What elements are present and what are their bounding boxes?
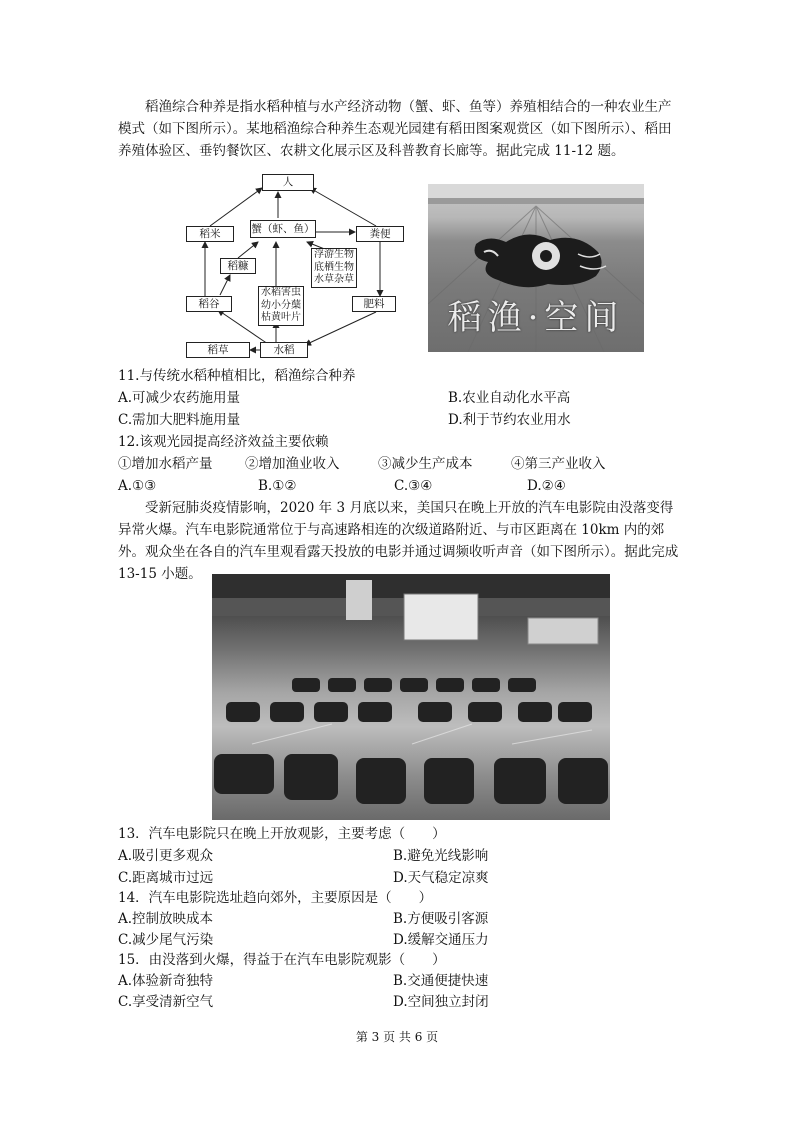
node-haichong: 水稻害虫幼小分蘖枯黄叶片	[258, 286, 304, 326]
q11-option-a[interactable]: A.可减少农药施用量	[118, 390, 241, 406]
q14-option-c[interactable]: C.减少尾气污染	[118, 932, 214, 948]
drive-in-cinema-photo	[212, 574, 610, 820]
rice-field-art-photo	[428, 184, 644, 352]
q12-option-d[interactable]: D.②④	[527, 478, 566, 494]
q15-option-d[interactable]: D.空间独立封闭	[393, 994, 489, 1010]
node-fuyou: 浮游生物底栖生物水草杂草	[311, 248, 357, 288]
drive-in-cinema-drawing	[212, 574, 610, 820]
node-ren: 人	[262, 174, 314, 191]
q12-stem: 12.该观光园提高经济效益主要依赖	[118, 434, 329, 450]
diagram-arrows	[180, 170, 420, 360]
page-number: 第 3 页 共 6 页	[355, 1030, 439, 1044]
node-daokang: 稻糠	[220, 258, 256, 274]
q14-option-b[interactable]: B.方便吸引客源	[393, 911, 489, 927]
q12-option-a[interactable]: A.①③	[118, 478, 157, 494]
q13-option-c[interactable]: C.距离城市过远	[118, 870, 214, 886]
q13-option-b[interactable]: B.避免光线影响	[393, 848, 489, 864]
node-daogu: 稻谷	[186, 296, 232, 312]
q15-option-c[interactable]: C.享受清新空气	[118, 994, 214, 1010]
q12-option-c[interactable]: C.③④	[394, 478, 433, 494]
q13-stem: 13．汽车电影院只在晚上开放观影，主要考虑（ ）	[118, 826, 446, 842]
node-fenbian: 粪便	[356, 226, 404, 242]
q13-option-d[interactable]: D.天气稳定凉爽	[393, 870, 489, 886]
q15-stem: 15．由没落到火爆，得益于在汽车电影院观影（ ）	[118, 952, 446, 968]
q11-stem: 11.与传统水稻种植相比，稻渔综合种养	[118, 368, 356, 384]
node-shuidao: 水稻	[260, 342, 308, 358]
node-feiliao: 肥料	[352, 296, 396, 312]
node-xie: 蟹（虾、鱼）	[250, 220, 316, 238]
passage-drive-in-cinema: 受新冠肺炎疫情影响，2020 年 3 月底以来，美国只在晚上开放的汽车电影院由没落变得异常火爆。汽车电影院通常位于与高速路相连的次级道路附近、与市区距离在 10km 内的郊外。观众坐在各自的汽车里观看露天投放的电影并通过调频收听声音（如下图所示）。据此完成 13-15 小题。	[118, 500, 679, 582]
q15-option-b[interactable]: B.交通便捷快速	[393, 973, 489, 989]
q11-option-c[interactable]: C.需加大肥料施用量	[118, 412, 241, 428]
node-daocao: 稻草	[186, 342, 250, 358]
q14-option-d[interactable]: D.缓解交通压力	[393, 932, 489, 948]
q15-option-a[interactable]: A.体验新奇独特	[118, 973, 214, 989]
rice-field-art-caption: 稻渔·空间	[447, 298, 625, 338]
q13-option-a[interactable]: A.吸引更多观众	[118, 848, 214, 864]
q12-statement-3: ③减少生产成本	[378, 456, 473, 472]
q12-statement-2: ②增加渔业收入	[245, 456, 340, 472]
q12-statement-4: ④第三产业收入	[511, 456, 606, 472]
q14-option-a[interactable]: A.控制放映成本	[118, 911, 214, 927]
q12-option-b[interactable]: B.①②	[258, 478, 297, 494]
rice-fish-cycle-diagram	[180, 170, 420, 360]
q11-option-b[interactable]: B.农业自动化水平高	[448, 390, 571, 406]
passage-rice-fish: 稻渔综合种养是指水稻种植与水产经济动物（蟹、虾、鱼等）养殖相结合的一种农业生产模式（如下图所示）。某地稻渔综合种养生态观光园建有稻田图案观赏区（如下图所示）、稻田养殖体验区、垂钓餐饮区、农耕文化展示区及科普教育长廊等。据此完成 11-12 题。	[118, 99, 672, 159]
q11-option-d[interactable]: D.利于节约农业用水	[448, 412, 571, 428]
q12-statement-1: ①增加水稻产量	[118, 456, 213, 472]
q14-stem: 14．汽车电影院选址趋向郊外，主要原因是（ ）	[118, 890, 433, 906]
node-daomi: 稻米	[186, 226, 234, 242]
